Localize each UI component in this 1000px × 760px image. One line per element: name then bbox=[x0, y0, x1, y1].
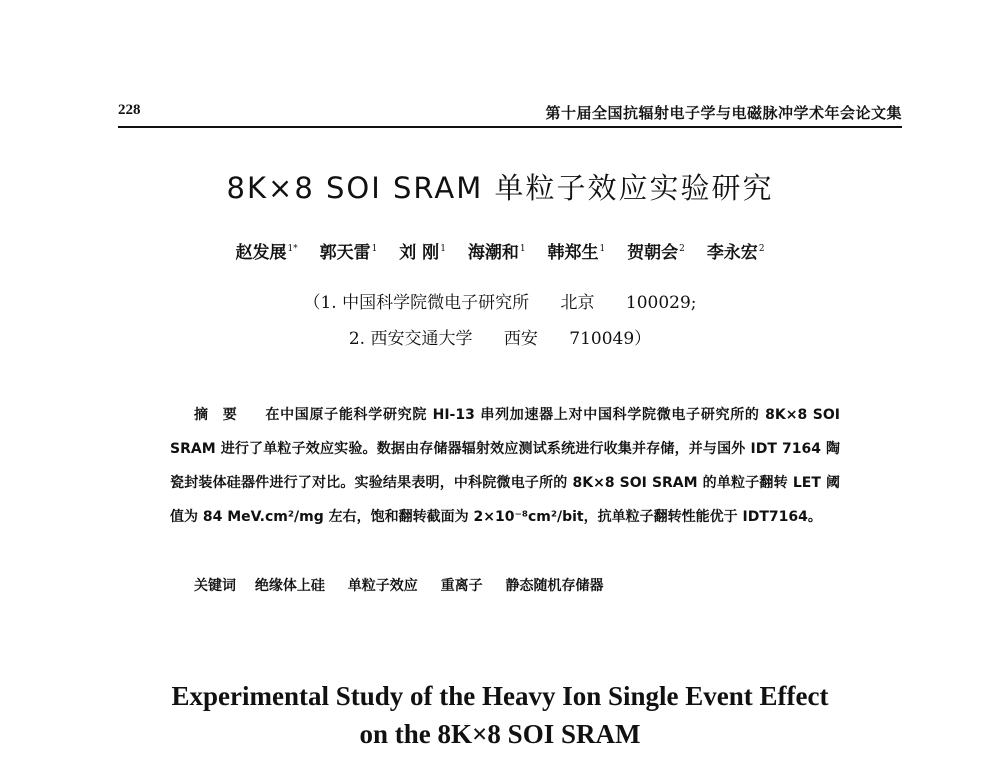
abstract bbox=[170, 398, 840, 534]
author: 韩郑生$^1$ bbox=[547, 243, 606, 263]
paper-title-english bbox=[0, 677, 1000, 753]
author: 贺朝会$^2$ bbox=[627, 243, 685, 263]
abstract-text: 在中国原子能科学研究院 HI-13 串列加速器上对中国科学院微电子研究所的 8K×8 SOI SRAM 进行了单粒子效应实验。数据由存储器辐射效应测试系统进行收集并存储，并与国外 IDT 7164 陶瓷封装体硅器件进行了对比。实验结果表明，中科院微电子所的 8K×8 SOI SRAM 的单粒子翻转 LET 阈值为 84 MeV.cm²/mg 左右，饱和翻转截面为 2×10⁻⁸cm²/bit，抗单粒子翻转性能优于 IDT7164。 bbox=[170, 407, 840, 525]
author-list bbox=[0, 238, 1000, 263]
title-en-line-2: on the 8K×8 SOI SRAM bbox=[359, 719, 641, 749]
keyword: 单粒子效应 bbox=[347, 578, 418, 594]
affiliation-2: 2. 西安交通大学 西安 710049） bbox=[348, 329, 652, 349]
author: 刘 刚$^1$ bbox=[399, 243, 446, 263]
keyword: 静态随机存储器 bbox=[505, 578, 604, 594]
keywords bbox=[194, 575, 622, 595]
keywords-label: 关键词 bbox=[194, 578, 236, 594]
paper-title-chinese: 8K×8 SOI SRAM 单粒子效应实验研究 bbox=[226, 171, 774, 205]
author: 赵发展$^{1*}$ bbox=[235, 243, 298, 263]
page-number: 228 bbox=[118, 102, 141, 118]
keyword: 重离子 bbox=[440, 578, 483, 594]
running-header bbox=[118, 100, 902, 128]
abstract-label: 摘要 bbox=[194, 407, 252, 423]
affiliation-1: （1. 中国科学院微电子研究所 北京 100029; bbox=[303, 293, 697, 313]
proceedings-title: 第十届全国抗辐射电子学与电磁脉冲学术年会论文集 bbox=[545, 104, 902, 122]
keyword: 绝缘体上硅 bbox=[254, 578, 325, 594]
author: 李永宏$^2$ bbox=[706, 243, 765, 263]
author: 郭天雷$^1$ bbox=[319, 243, 378, 263]
author: 海潮和$^1$ bbox=[467, 243, 526, 263]
title-en-line-1: Experimental Study of the Heavy Ion Single Event Effect bbox=[171, 681, 829, 711]
